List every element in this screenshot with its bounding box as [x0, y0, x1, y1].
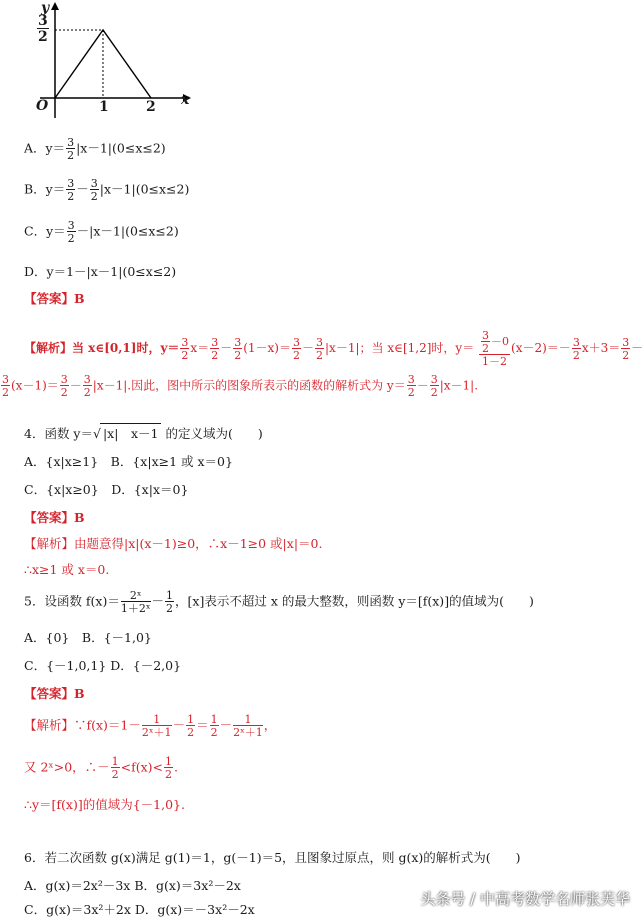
q5-explanation-1: 【解析】∵f(x)＝1－ $\frac{1}{\text{2ˣ＋1}}$ － $\frac{1}{2}$ ＝ $\frac{1}{2}$ － $\frac{1}{\text{2ˣ＋1}}$ ， [24, 713, 277, 739]
q4-options-ab[interactable]: A．{x|x≥1} B．{x|x≥1 或 x＝0} [24, 454, 233, 469]
q5-stem: 5．设函数 f(x)＝ $\frac{\text{2ˣ}}{\text{1＋2ˣ}}$ － $\frac{1}{2}$ ，[x]表示不超过 x 的最大整数，则函数 y＝[f(x)]的值域为( ) [24, 589, 534, 615]
q5-answer: 【答案】B [24, 686, 85, 701]
q3-answer: 【答案】B [24, 291, 85, 306]
origin-label: O [36, 98, 49, 114]
footer-watermark: 头条号 / 中高考数学名师张芙华 [420, 890, 630, 908]
q3-explanation-line1: 【解析】当 x∈[0,1]时，y＝ $\frac{3}{2}$ x＝ $\frac{3}{2}$ － $\frac{3}{2}$ (1－x)＝ $\frac{3}{2}$ － $\frac{3}{2}$ |x－1|；当 x∈[1,2]时，y＝ $\frac{3}{2}$ －0 1－2 (x－2)＝－ $\frac{3}{2}$ x＋3＝ $\frac{3}{2}$ － [24, 329, 643, 368]
q3-explanation-line2: $\frac{3}{2}$ (x－1)＝ $\frac{3}{2}$ － $\frac{3}{2}$ |x－1|.因此，图中所示的图象所表示的函数的解析式为 y＝ $\frac{3}{2}$ － $\frac{3}{2}$ |x－1|. [2, 373, 479, 399]
y-axis-arrow [51, 2, 59, 10]
q4-explanation-2: ∴x≥1 或 x＝0. [24, 562, 110, 577]
x-tick-1: 1 [99, 99, 109, 115]
q4-explanation: 【解析】由题意得|x|(x－1)≥0，∴x－1≥0 或|x|＝0. [24, 536, 323, 551]
q3-option-d[interactable]: D．y＝1－|x－1|(0≤x≤2) [24, 264, 177, 279]
q5-options-cd[interactable]: C．{－1,0,1} D．{－2,0} [24, 658, 182, 673]
x-axis-label: x [181, 92, 190, 108]
q5-options-ab[interactable]: A．{0} B．{－1,0} [24, 630, 152, 645]
y-tick-label: $\frac{3}{2}$ [38, 13, 48, 45]
y-axis-label: y [41, 0, 50, 16]
q3-option-b[interactable]: B．y＝ $\frac{3}{2}$ － $\frac{3}{2}$ |x－1|(0≤x≤2) [24, 177, 190, 203]
q3-big-fraction: $\frac{3}{2}$ －0 1－2 [479, 330, 510, 367]
q4-answer: 【答案】B [24, 510, 85, 525]
q6-stem: 6．若二次函数 g(x)满足 g(1)＝1，g(－1)＝5，且图象过原点，则 g(x)的解析式为( ) [24, 850, 521, 865]
x-tick-2: 2 [146, 99, 156, 115]
q3-option-c[interactable]: C．y＝ $\frac{3}{2}$ －|x－1|(0≤x≤2) [24, 219, 179, 245]
q6-options-cd[interactable]: C．g(x)＝3x²＋2x D．g(x)＝－3x²－2x [24, 902, 255, 917]
q5-explanation-2: 又 2ˣ>0，∴－ $\frac{1}{2}$ <f(x)< $\frac{1}{2}$ . [24, 755, 179, 781]
q4-stem: 4．函数 y＝√ |x| x－1 的定义域为( ) [24, 423, 263, 442]
q3-option-a[interactable]: A．y＝ $\frac{3}{2}$ |x－1|(0≤x≤2) [24, 136, 166, 162]
q4-options-cd[interactable]: C．{x|x≥0} D．{x|x＝0} [24, 482, 189, 497]
q5-explanation-3: ∴y＝[f(x)]的值域为{－1,0}. [24, 797, 185, 812]
q6-options-ab[interactable]: A．g(x)＝2x²－3x B．g(x)＝3x²－2x [24, 878, 241, 893]
